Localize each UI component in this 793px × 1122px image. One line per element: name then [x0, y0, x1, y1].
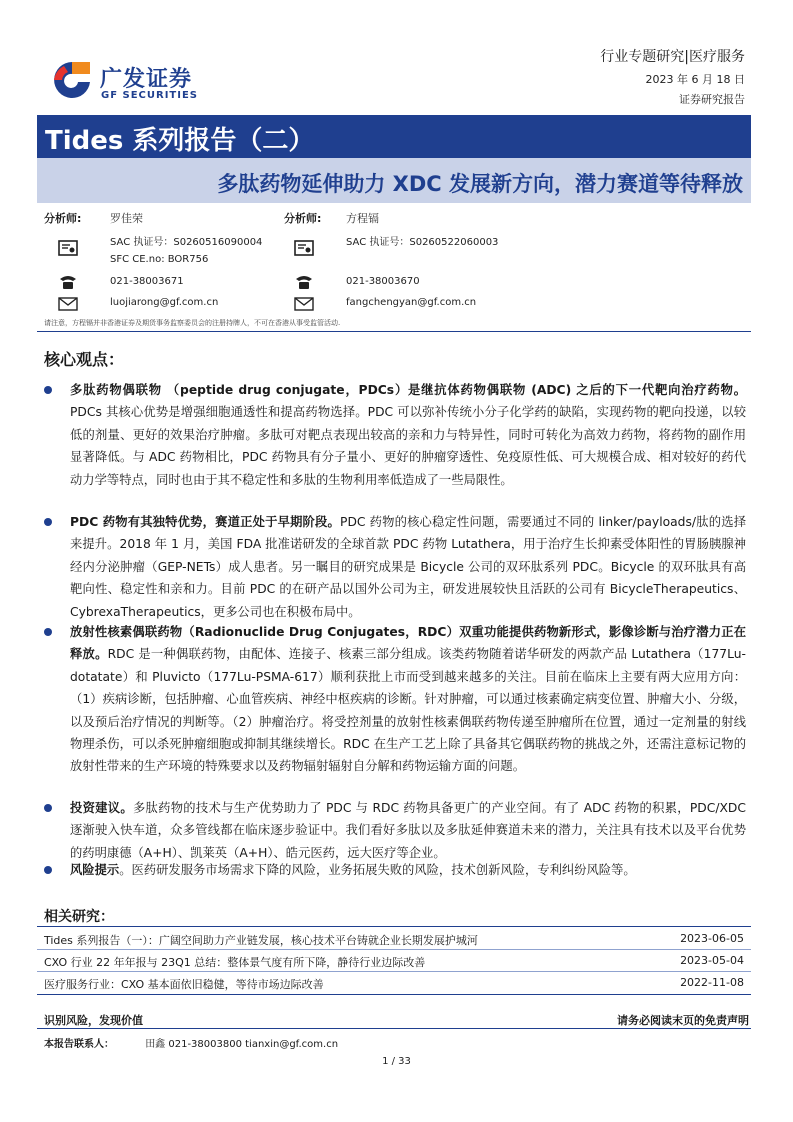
certificate-icon [58, 238, 78, 258]
paragraph-body: PDCs 其核心优势是增强细胞通透性和提高药物选择。PDC 可以弥补传统小分子化学药的缺陷，实现药物的靶向投递，以较低的剂量、更好的效果治疗肿瘤。多肽可对靶点表现出较高的亲和力与特异性，同时可转化为高效力药物，将药物的副作用显著降低。与 ADC 药物相比，PDC 药物具有分子量小、更好的肿瘤穿透性、免疫原性低、可大规模合成、相对较好的药代动力学等特点，同时也由于其不稳定性和多肽的生物利用率低造成了一些局限性。 [70, 405, 746, 487]
logo-text-en: GF SECURITIES [101, 90, 199, 101]
subtitle-band [37, 158, 751, 203]
page-number: 1 / 33 [382, 1056, 411, 1067]
divider [37, 949, 751, 950]
core-paragraph [70, 859, 746, 881]
bullet-icon [44, 866, 52, 874]
related-item-date: 2022-11-08 [680, 976, 744, 989]
phone-icon [294, 272, 314, 292]
paragraph-body: 多肽药物的技术与生产优势助力了 PDC 与 RDC 药物具备更广的产业空间。有了 ADC 药物的积累，PDC/XDC 逐渐驶入快车道，众多管线都在临床逐步验证中。我们看好多肽以及多肽延伸赛道未来的潜力，关注具有技术以及平台优势的药明康德（A+H）、凯莱英（A+H）、皓元医药，远大医疗等企业。 [70, 801, 746, 860]
divider [37, 971, 751, 972]
analyst-label: 分析师: [44, 212, 82, 225]
analyst-phone: 021-38003671 [110, 276, 184, 287]
report-category: 行业专题研究|医疗服务 [600, 49, 745, 65]
analyst-sac: SAC 执证号：S0260516090004 [110, 237, 263, 248]
related-item-title[interactable]: Tides 系列报告（一）：广阔空间助力产业链发展，核心技术平台铸就企业长期发展护城河 [44, 934, 478, 947]
divider [37, 926, 751, 927]
core-paragraph [70, 511, 746, 623]
footer-slogan: 识别风险，发现价值 [44, 1014, 143, 1027]
series-title-band [37, 115, 751, 158]
analyst-name: 罗佳荣 [110, 212, 143, 225]
report-date: 2023 年 6 月 18 日 [645, 73, 745, 86]
analyst-phone: 021-38003670 [346, 276, 420, 287]
footer-disclaimer: 请务必阅读末页的免责声明 [617, 1014, 749, 1027]
related-item-date: 2023-06-05 [680, 932, 744, 945]
disclaimer-note: 请注意，方程镉并非香港证券及期货事务监察委员会的注册持牌人，不可在香港从事受监管活动. [44, 319, 341, 327]
analyst-name: 方程镉 [346, 212, 379, 225]
paragraph-lead: 放射性核素偶联药物（Radionuclide Drug Conjugates，RDC）双重功能提供药物新形式，影像诊断与治疗潜力正在释放。 [70, 625, 746, 662]
core-paragraph [70, 621, 746, 778]
analyst-sac: SAC 执证号：S0260522060003 [346, 237, 499, 248]
logo-text-cn: 广发证券 [100, 67, 193, 92]
core-paragraph [70, 797, 746, 864]
paragraph-body: PDC 药物的核心稳定性问题，需要通过不同的 linker/payloads/肽的选择来提升。2018 年 1 月，美国 FDA 批准诺研发的全球首款 PDC 药物 Lutathera，用于治疗生长抑素受体阳性的胃肠胰腺神经内分泌肿瘤（GEP-NETs）成人患者。另一瞩目的研究成果是 Bicycle 公司的双环肽系列 PDC。Bicycle 的双环肽具有高靶向性、稳定性和亲和力。目前 PDC 的在研产品以国外公司为主，研发进展较快且活跃的公司有 BicycleTherapeutics、CybrexaTherapeutics，更多公司也在积极布局中。 [70, 515, 747, 619]
report-type: 证券研究报告 [679, 93, 745, 106]
analyst-email[interactable]: fangchengyan@gf.com.cn [346, 297, 477, 308]
analyst-sfc: SFC CE.no: BOR756 [110, 254, 209, 265]
gf-logo-icon [50, 60, 94, 100]
bullet-icon [44, 518, 52, 526]
mail-icon [58, 294, 78, 314]
bullet-icon [44, 804, 52, 812]
related-item-title[interactable]: CXO 行业 22 年年报与 23Q1 总结：整体景气度有所下降，静待行业边际改善 [44, 956, 426, 969]
analyst-label: 分析师: [284, 212, 322, 225]
related-item[interactable] [44, 976, 744, 992]
bullet-icon [44, 628, 52, 636]
paragraph-body: 。医药研发服务市场需求下降的风险，业务拓展失败的风险，技术创新风险，专利纠纷风险等。 [119, 863, 636, 877]
divider [37, 994, 751, 995]
mail-icon [294, 294, 314, 314]
paragraph-body: RDC 是一种偶联药物，由配体、连接子、核素三部分组成。该类药物随着诺华研发的两款产品 Lutathera（177Lu-dotatate）和 Pluvicto（177Lu-PSMA-617）顺利获批上市而受到越来越多的关注。目前在临床上主要有两大应用方向：（1）疾病诊断，包括肿瘤、心血管疾病、神经中枢疾病的诊断。针对肿瘤，可以通过核素确定病变位置、肿瘤大小、分级，以及预后治疗情况的判断等。（2）肿瘤治疗。将受控剂量的放射性核素偶联药物传递至肿瘤所在位置，通过一定剂量的射线物理杀伤，可以杀死肿瘤细胞或抑制其继续增长。RDC 在生产工艺上除了具备其它偶联药物的挑战之外，还需注意标记物的放射性带来的生产环境的特殊要求以及药物辐射辐射自分解和药物运输方面的问题。 [70, 647, 746, 774]
divider [37, 1028, 751, 1029]
contact-info: 田鑫 021-38003800 tianxin@gf.com.cn [145, 1039, 339, 1050]
paragraph-lead: 风险提示 [70, 863, 120, 877]
certificate-icon [294, 238, 314, 258]
divider [37, 331, 751, 332]
paragraph-lead: 投资建议。 [70, 801, 133, 815]
related-item[interactable] [44, 954, 744, 970]
related-title: 相关研究： [44, 909, 114, 925]
core-paragraph [70, 379, 746, 491]
related-item-title[interactable]: 医疗服务行业：CXO 基本面依旧稳健，等待市场边际改善 [44, 978, 324, 991]
related-item[interactable] [44, 932, 744, 948]
report-contact [44, 1035, 338, 1050]
phone-icon [58, 272, 78, 292]
contact-label: 本报告联系人： [44, 1039, 114, 1050]
related-item-date: 2023-05-04 [680, 954, 744, 967]
report-subtitle: 多肽药物延伸助力 XDC 发展新方向，潜力赛道等待释放 [217, 172, 743, 196]
section-title: 核心观点： [44, 350, 125, 369]
analyst-email[interactable]: luojiarong@gf.com.cn [110, 297, 219, 308]
series-title: Tides 系列报告（二） [45, 126, 315, 156]
paragraph-lead: PDC 药物有其独特优势，赛道正处于早期阶段。 [70, 515, 341, 529]
paragraph-lead: 多肽药物偶联物 （peptide drug conjugate，PDCs）是继抗体药物偶联物 (ADC) 之后的下一代靶向治疗药物。 [70, 383, 746, 397]
bullet-icon [44, 386, 52, 394]
